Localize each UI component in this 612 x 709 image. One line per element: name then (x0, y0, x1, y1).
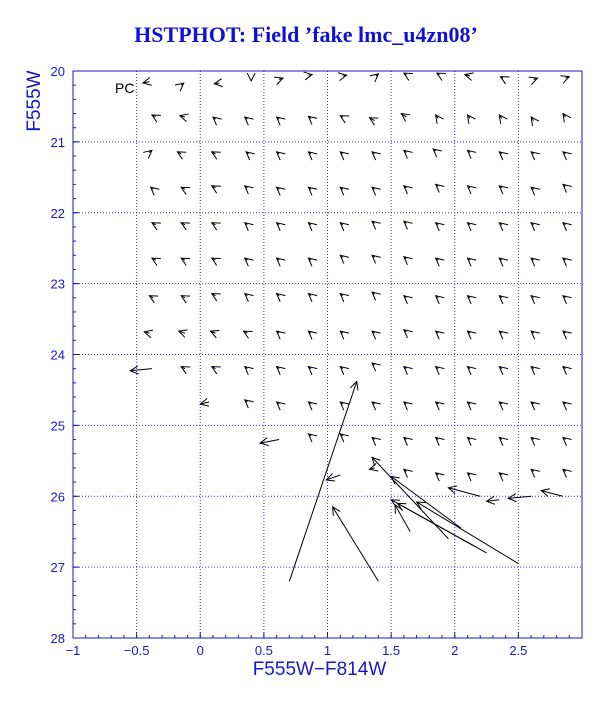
vector-arrow (467, 296, 470, 298)
vector-arrow (404, 402, 407, 404)
y-tick-label: 27 (50, 560, 65, 576)
vector-arrow (143, 82, 149, 83)
vector-arrow (531, 223, 534, 225)
y-tick-label: 20 (50, 64, 65, 79)
vector-arrow (343, 75, 347, 76)
vector-arrow (467, 223, 470, 225)
vector-arrow (244, 331, 248, 333)
vector-arrow (417, 502, 519, 564)
x-tick-label: 2 (451, 643, 459, 658)
vector-arrow (277, 367, 280, 369)
vector-arrow (372, 402, 375, 404)
vector-arrow (308, 116, 311, 118)
vector-arrow (308, 434, 311, 436)
vector-arrow (181, 258, 185, 260)
y-tick-label: 21 (50, 134, 65, 150)
vector-arrow (181, 223, 185, 225)
vector-arrow (372, 221, 375, 223)
vector-arrow (212, 152, 216, 154)
vector-arrow (212, 258, 216, 260)
vector-arrow (565, 77, 569, 78)
vector-arrow (436, 437, 439, 439)
vector-arrow (308, 258, 311, 260)
chart-title: HSTPHOT: Field ’fake lmc_u4zn08’ (134, 22, 478, 47)
vector-arrow (563, 114, 566, 118)
vector-arrow (436, 367, 439, 369)
vector-arrow (467, 186, 470, 188)
vector-arrow (487, 500, 500, 501)
vector-arrow (152, 223, 156, 225)
vector-arrow (212, 294, 216, 296)
vector-arrow (340, 402, 343, 404)
vector-arrow (151, 187, 154, 189)
vector-arrow (308, 223, 311, 225)
vector-arrow (130, 369, 152, 371)
vector-arrow (180, 116, 185, 117)
vector-arrow (326, 475, 340, 480)
vector-arrow (277, 117, 280, 119)
vector-arrow (467, 115, 470, 119)
y-tick-label: 24 (50, 347, 65, 363)
vector-arrow (531, 437, 534, 439)
y-tick-label: 28 (50, 631, 65, 646)
vector-arrow (200, 402, 209, 404)
vector-arrow (534, 78, 538, 79)
vector-arrow (277, 187, 280, 189)
vector-arrow (149, 150, 152, 152)
vector-arrow (210, 331, 215, 333)
x-tick-label: −1 (65, 643, 81, 658)
y-tick-label: 22 (50, 205, 65, 221)
vector-arrow (308, 152, 311, 154)
vector-arrow (499, 152, 502, 154)
y-tick-label: 23 (50, 276, 65, 292)
vector-arrow (340, 367, 343, 369)
vector-arrow (277, 223, 280, 225)
vector-arrow (541, 491, 563, 497)
vector-arrow (245, 117, 248, 119)
vector-arrow (308, 331, 311, 333)
vector-arrow (277, 331, 280, 333)
vector-arrow (340, 187, 343, 189)
vector-arrow (308, 402, 311, 404)
vector-arrow (467, 150, 470, 152)
vector-arrow (372, 457, 448, 539)
vector-arrow (212, 367, 216, 369)
vector-arrow (277, 402, 280, 404)
vector-arrow (340, 255, 343, 257)
vector-arrow (433, 149, 436, 151)
vector-arrow (531, 469, 534, 471)
vector-arrow (372, 255, 375, 257)
vector-arrow (563, 296, 566, 298)
axis-ticks (51, 64, 582, 658)
vector-arrow (467, 437, 470, 439)
vector-arrow (340, 331, 343, 333)
vector-arrow (465, 75, 470, 76)
grid-lines (73, 71, 582, 638)
vector-arrow (499, 296, 502, 298)
vector-arrow (563, 402, 566, 404)
vector-arrow (179, 331, 185, 333)
vector-arrow (404, 186, 407, 188)
vector-arrow (467, 402, 470, 404)
vector-arrow (436, 473, 439, 475)
vector-arrow (372, 187, 375, 189)
vector-arrow (369, 118, 374, 121)
vector-arrow (436, 296, 439, 298)
vector-arrow (404, 437, 407, 439)
vector-arrow (372, 363, 375, 365)
x-tick-label: 2.5 (509, 643, 528, 658)
vector-arrow (245, 294, 248, 296)
x-axis-label: F555W−F814W (252, 659, 387, 680)
vector-arrow (436, 331, 439, 333)
panel-label: PC (115, 80, 135, 96)
vector-arrow (277, 258, 280, 260)
vector-arrow (308, 187, 311, 189)
vector-arrow (260, 440, 279, 444)
vector-arrow (308, 367, 311, 369)
vector-arrow (499, 223, 502, 225)
vector-arrow (467, 367, 470, 369)
vector-arrow (279, 78, 283, 79)
vector-arrow (499, 115, 502, 119)
vector-arrow (404, 330, 407, 332)
x-tick-label: 1.5 (382, 643, 401, 658)
vector-arrow (499, 402, 502, 404)
vector-arrow (404, 221, 407, 223)
vector-arrow (212, 223, 216, 225)
vector-arrow (372, 152, 375, 154)
vector-arrow (245, 367, 248, 369)
vector-arrow (501, 77, 504, 78)
vector-arrow (531, 296, 534, 298)
vector-arrow (404, 469, 407, 471)
x-tick-label: 0.5 (254, 643, 273, 658)
vector-arrow (563, 184, 566, 186)
vector-arrow (563, 367, 566, 369)
vector-arrow (212, 186, 216, 188)
vector-arrow (467, 473, 470, 475)
vector-arrow (277, 294, 280, 296)
x-tick-label: 1 (323, 643, 332, 658)
vector-arrow (467, 258, 470, 260)
vector-arrow (531, 402, 534, 404)
vector-arrow (531, 331, 534, 333)
vector-arrow (563, 152, 566, 154)
y-axis-label: F555W (24, 70, 45, 132)
vector-arrow (391, 476, 461, 528)
vector-arrow (467, 331, 470, 333)
vector-arrow (404, 296, 407, 298)
vector-arrow (531, 152, 534, 154)
vector-arrow (213, 117, 216, 119)
vector-arrow (340, 152, 343, 154)
y-tick-label: 26 (50, 489, 65, 505)
vector-arrow (531, 187, 534, 189)
vector-arrow (245, 400, 248, 402)
vector-arrow (181, 367, 185, 369)
vector-arrow (563, 258, 566, 260)
vector-arrow (308, 294, 311, 296)
vector-arrow (289, 381, 356, 581)
vector-arrow (437, 73, 440, 74)
vector-arrow (404, 150, 407, 152)
vector-arrow (499, 331, 502, 333)
vector-arrow (397, 503, 486, 553)
vector-arrow (181, 296, 185, 298)
vector-arrow (340, 223, 343, 225)
vector-field (130, 73, 569, 581)
vector-arrow (563, 469, 566, 471)
vector-arrow (499, 186, 502, 188)
vector-arrow (181, 187, 185, 189)
vector-arrow (245, 186, 248, 188)
vector-arrow (245, 223, 248, 225)
vector-arrow (563, 223, 566, 225)
vector-arrow (245, 258, 248, 260)
vector-arrow (499, 437, 502, 439)
vector-arrow (181, 83, 184, 85)
vector-arrow (499, 367, 502, 369)
vector-arrow (436, 115, 439, 119)
vector-arrow (563, 331, 566, 333)
x-tick-label: −0.5 (123, 643, 150, 658)
vector-arrow (372, 437, 375, 439)
vector-arrow (144, 332, 149, 333)
vector-arrow (531, 117, 534, 121)
vector-arrow (436, 184, 439, 186)
vector-arrow (448, 488, 480, 497)
vector-arrow (499, 473, 502, 475)
vector-arrow (436, 402, 439, 404)
vector-arrow (404, 73, 407, 74)
vector-arrow (340, 434, 343, 436)
vector-arrow (404, 367, 407, 369)
vector-arrow (333, 507, 379, 581)
vector-arrow (177, 152, 181, 154)
vector-arrow (499, 258, 502, 260)
vector-arrow (277, 152, 280, 154)
vector-arrow (246, 152, 249, 154)
vector-arrow (404, 257, 407, 259)
vector-arrow (531, 258, 534, 260)
vector-arrow (401, 114, 406, 118)
vector-arrow (149, 296, 153, 298)
vector-arrow (436, 258, 439, 260)
vector-arrow (376, 74, 379, 76)
vector-arrow (369, 468, 374, 469)
vector-arrow (152, 115, 156, 117)
vector-arrow (152, 258, 156, 260)
vector-arrow (340, 294, 343, 296)
vector-arrow (563, 437, 566, 439)
y-tick-label: 25 (50, 418, 65, 434)
vector-arrow (308, 75, 312, 76)
vector-arrow (372, 292, 375, 294)
vector-arrow (340, 116, 343, 117)
vector-arrow (372, 331, 375, 333)
x-tick-label: 0 (196, 643, 204, 658)
vector-arrow (531, 367, 534, 369)
vector-arrow (214, 83, 219, 84)
vector-arrow (436, 223, 439, 225)
